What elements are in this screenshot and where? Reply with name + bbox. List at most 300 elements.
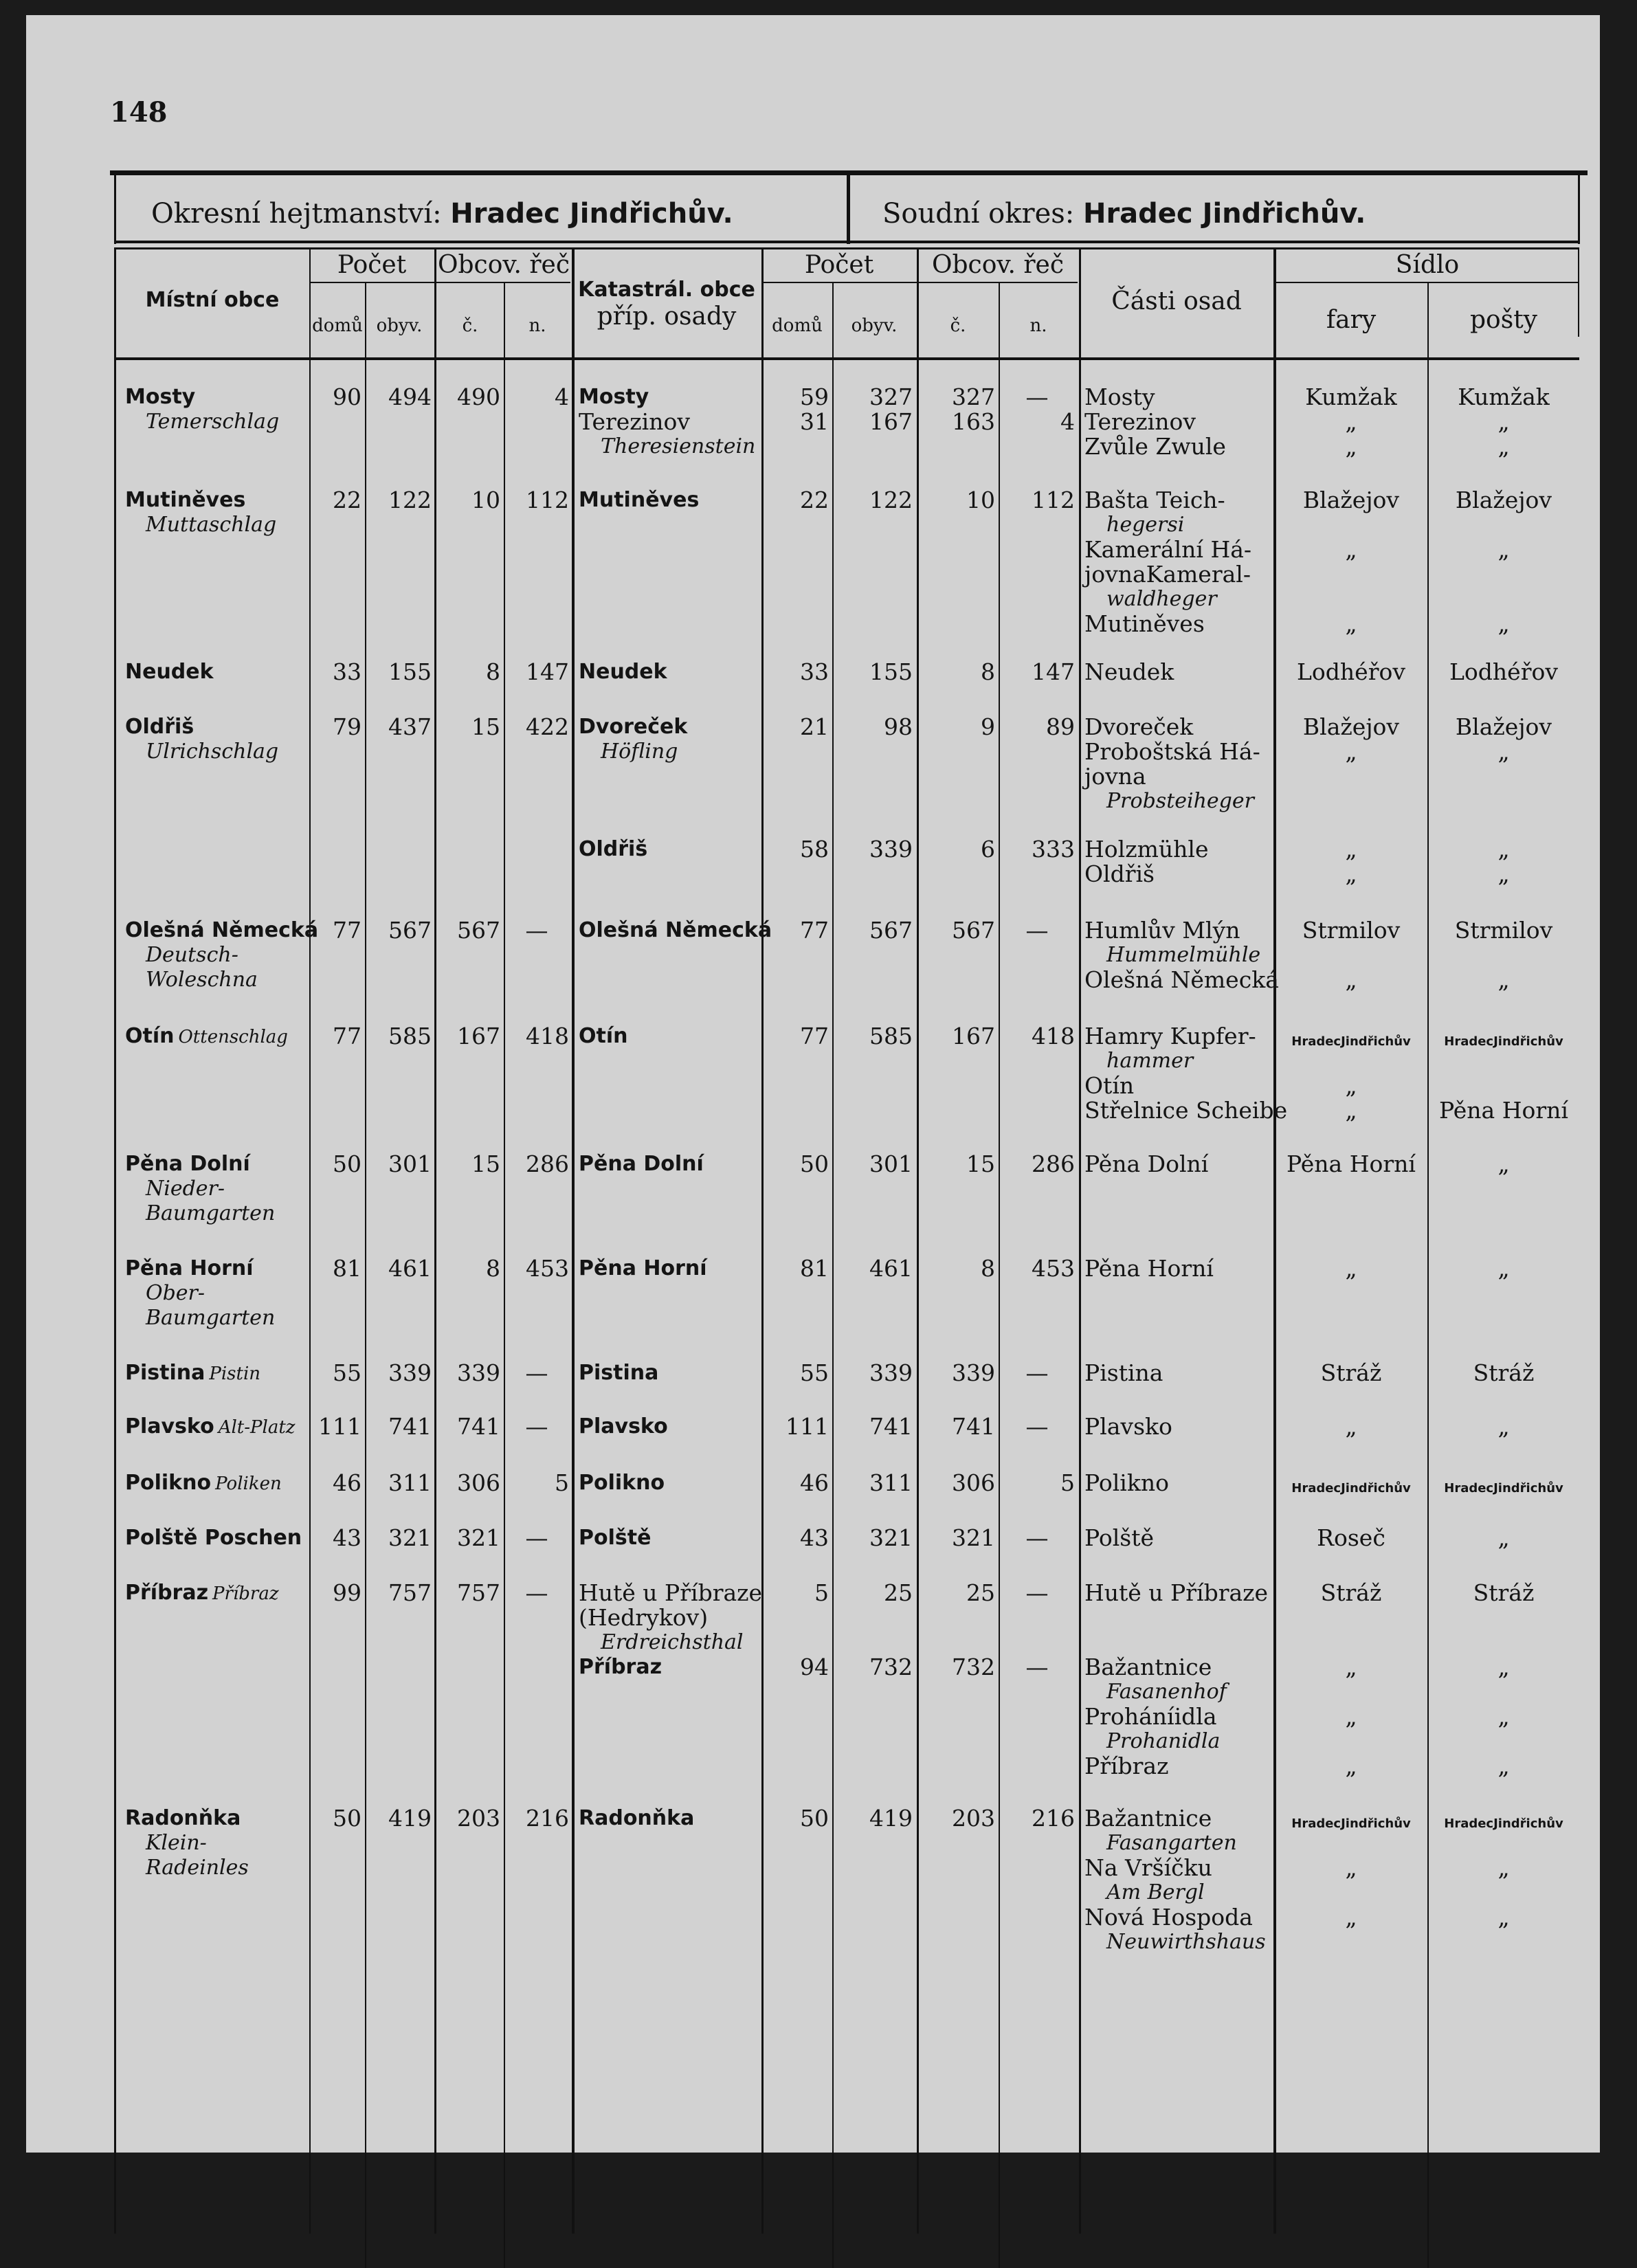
- cell-text: —: [1025, 1524, 1049, 1551]
- cell-posty: [1428, 1414, 1579, 1439]
- cell-text: 567: [457, 917, 500, 944]
- col-c-2: č.: [950, 315, 966, 336]
- cell-text: 301: [869, 1150, 913, 1177]
- cell-text: „: [1497, 1703, 1510, 1730]
- cell-o2: [833, 1024, 913, 1049]
- cell-kat: [579, 1806, 760, 1831]
- cell-text: 59: [800, 383, 829, 410]
- cell-text: „: [1497, 1150, 1510, 1177]
- cell-text: 419: [388, 1805, 432, 1832]
- cell-cast: [1084, 488, 1273, 513]
- cell-d2: [763, 385, 829, 410]
- cell-text: Blažejov: [1302, 487, 1400, 513]
- cell-text: Mutiněves: [1084, 610, 1205, 637]
- cell-posty: [1428, 537, 1579, 562]
- cell-text: 50: [800, 1150, 829, 1177]
- cell-posty: [1428, 488, 1579, 513]
- cell-text: HradecJindřichův: [1291, 1481, 1411, 1496]
- cell-name: [125, 1361, 311, 1386]
- cell-cast: [1084, 966, 1279, 993]
- cell-text: Ulrichschlag: [146, 740, 279, 764]
- cell-c1: [437, 1024, 500, 1049]
- cell-text: 155: [869, 658, 913, 685]
- cell-fary: [1276, 968, 1427, 992]
- cell-text: „: [1345, 860, 1357, 887]
- cell-name: [125, 1581, 311, 1606]
- cell-n2: [999, 488, 1075, 513]
- cell-text: Nieder-: [146, 1177, 225, 1201]
- cell-text: „: [1345, 1097, 1357, 1124]
- cell-text: 4: [555, 383, 569, 410]
- cell-text: Probsteiheger: [1106, 789, 1254, 813]
- column-rule: [434, 247, 436, 2234]
- cell-o2: [833, 1152, 913, 1177]
- cell-n2: [999, 1152, 1075, 1177]
- cell-cast: [1084, 1581, 1273, 1605]
- cell-text: 567: [952, 917, 995, 944]
- cell-fary: [1276, 1581, 1427, 1605]
- cell-text: 15: [966, 1150, 995, 1177]
- cell-text: Otín: [579, 1024, 628, 1048]
- cell-german-name: Alt-Platz: [218, 1417, 296, 1438]
- cell-name2: [146, 943, 311, 968]
- cell-name: [125, 715, 311, 740]
- cell-cast: [1084, 1704, 1273, 1729]
- cell-text: 81: [333, 1255, 361, 1282]
- cell-kat: [579, 660, 760, 685]
- cell-d1: [311, 1581, 361, 1605]
- cell-posty: [1428, 918, 1579, 943]
- cell-text: —: [1025, 1579, 1049, 1606]
- cell-n1: [504, 1526, 569, 1550]
- cell-text: 50: [800, 1805, 829, 1832]
- cell-text: 50: [333, 1150, 361, 1177]
- col-n-2: n.: [1029, 315, 1047, 336]
- cell-text: Erdreichsthal: [601, 1630, 744, 1654]
- cell-name2: [146, 1201, 311, 1226]
- cell-text: 77: [333, 917, 361, 944]
- cell-name2: [146, 740, 311, 764]
- cell-text: „: [1497, 1524, 1510, 1551]
- cell-text: „: [1497, 1904, 1510, 1931]
- cell-c1: [437, 1361, 500, 1386]
- cell-d2: [763, 1471, 829, 1496]
- cell-text: Dvoreček: [1084, 713, 1194, 740]
- cell-text: 22: [333, 487, 361, 513]
- cell-text: 311: [869, 1469, 913, 1496]
- cell-text: Kamerální Há-: [1084, 536, 1252, 563]
- cell-text: —: [525, 1524, 548, 1551]
- cell-cast: [1084, 410, 1273, 434]
- cell-name: [125, 660, 311, 685]
- cell-fary: [1276, 1152, 1427, 1177]
- cell-o1: [366, 1361, 432, 1386]
- cell-text: 98: [884, 713, 913, 740]
- cell-text: Bažantnice: [1084, 1805, 1212, 1832]
- cell-text: 89: [1046, 713, 1075, 740]
- cell-text: 327: [869, 383, 913, 410]
- cell-name: [125, 1152, 311, 1177]
- cell-c1: [437, 1806, 500, 1831]
- cell-o2: [833, 715, 913, 740]
- cell-text: Holzmühle: [1084, 836, 1209, 863]
- col-pocet-2: Počet: [804, 251, 874, 279]
- cell-fary: [1276, 1754, 1427, 1779]
- cell-text: „: [1345, 433, 1357, 460]
- cell-fary: [1276, 1526, 1427, 1550]
- cell-d1: [311, 1024, 361, 1049]
- cell-kat: [579, 1605, 760, 1630]
- col-posty: pošty: [1470, 306, 1537, 334]
- cell-text: 321: [952, 1524, 995, 1551]
- cell-c2: [918, 1414, 995, 1439]
- cell-n2: [999, 410, 1075, 434]
- cell-fary: [1276, 715, 1427, 740]
- cell-c2: [918, 1526, 995, 1550]
- cell-fary: [1276, 612, 1427, 636]
- cell-text: Mosty: [125, 385, 196, 409]
- cell-n1: [504, 715, 569, 740]
- cell-text: Polště: [579, 1526, 652, 1550]
- cell-text: 8: [486, 1255, 500, 1282]
- cell-c2: [918, 1256, 995, 1281]
- cell-text: Fasanenhof: [1106, 1680, 1227, 1704]
- col-domu-2: domů: [772, 315, 823, 336]
- cell-name2: [146, 410, 311, 434]
- cell-name: [125, 1526, 311, 1550]
- column-rule: [572, 247, 575, 2234]
- cell-text: 77: [800, 917, 829, 944]
- cell-posty: [1428, 1655, 1579, 1680]
- cell-text: 43: [800, 1524, 829, 1551]
- cell-text: 311: [388, 1469, 432, 1496]
- cell-text: Otín: [1084, 1072, 1135, 1099]
- cell-fary: [1276, 1812, 1427, 1836]
- cell-text: waldheger: [1106, 587, 1217, 611]
- cell-d2: [763, 1655, 829, 1680]
- cell-text: 50: [333, 1805, 361, 1832]
- cell-o1: [366, 1806, 432, 1831]
- cell-text: 418: [526, 1023, 569, 1049]
- cell-text: Lodhéřov: [1449, 658, 1558, 685]
- cell-name2: [146, 1281, 311, 1306]
- cell-d2: [763, 1361, 829, 1386]
- cell-text: Proháníidla: [1084, 1703, 1217, 1730]
- cell-text: 757: [457, 1579, 500, 1606]
- cell-d1: [311, 1471, 361, 1496]
- cell-posty: [1428, 715, 1579, 740]
- cell-o1: [366, 1526, 432, 1550]
- cell-posty: [1428, 410, 1579, 434]
- cell-cast: [1084, 537, 1273, 562]
- cell-text: 167: [869, 408, 913, 435]
- cell-n1: [504, 385, 569, 410]
- cell-text: „: [1345, 1854, 1357, 1881]
- cell-n2: [999, 1526, 1075, 1550]
- cell-d2: [763, 1414, 829, 1439]
- cell-n1: [504, 1806, 569, 1831]
- cell-text: Otín: [125, 1024, 175, 1048]
- cell-text: Blažejov: [1455, 713, 1552, 740]
- col-casti-osad: Části osad: [1111, 287, 1242, 315]
- cell-text: 33: [800, 658, 829, 685]
- colhead-bottom-rule: [114, 357, 1579, 360]
- court-header: [882, 198, 1366, 230]
- cell-text: Höfling: [601, 740, 678, 764]
- cell-text: „: [1345, 536, 1357, 563]
- cell-text: 167: [952, 1023, 995, 1049]
- cell-text: 327: [952, 383, 995, 410]
- cell-posty: [1428, 1030, 1579, 1054]
- cell-text: „: [1345, 836, 1357, 863]
- cell-text: HradecJindřichův: [1291, 1816, 1411, 1831]
- cell-text: Baumgarten: [146, 1306, 276, 1330]
- cell-text: 494: [388, 383, 432, 410]
- cell-posty: [1428, 660, 1579, 685]
- cell-text: HradecJindřichův: [1291, 1034, 1411, 1049]
- cell-n2: [999, 1581, 1075, 1605]
- cell-text: Pěna Horní: [1084, 1255, 1214, 1282]
- col-obyv-1: obyv.: [376, 315, 423, 336]
- column-rule: [1578, 247, 1579, 337]
- cell-posty: [1428, 862, 1579, 887]
- cell-posty: [1428, 1361, 1579, 1386]
- cell-text: —: [525, 1359, 548, 1386]
- cell-text: Humlův Mlýn: [1084, 917, 1240, 944]
- cell-o1: [366, 1024, 432, 1049]
- cell-n2: [999, 715, 1075, 740]
- cell-cast: [1084, 1856, 1273, 1880]
- cell-text: 163: [952, 408, 995, 435]
- cell-d2: [763, 1581, 829, 1605]
- cell-text: 490: [457, 383, 500, 410]
- cell-text: 321: [388, 1524, 432, 1551]
- cell-text: 55: [333, 1359, 361, 1386]
- cell-text: 122: [869, 487, 913, 513]
- cell-text: —: [1025, 1413, 1049, 1440]
- cell-d1: [311, 1806, 361, 1831]
- cell-posty: [1428, 612, 1579, 636]
- district-name: Hradec Jindřichův.: [450, 198, 733, 230]
- cell-text: Proboštská Há-: [1084, 738, 1260, 765]
- cell-posty: [1428, 968, 1579, 992]
- cell-text: Terezinov: [579, 408, 690, 435]
- cell-text: Blažejov: [1302, 713, 1400, 740]
- cell-text: „: [1345, 1072, 1357, 1099]
- cell-posty: [1428, 1256, 1579, 1281]
- cell-text: 339: [388, 1359, 432, 1386]
- cell-c1: [437, 1471, 500, 1496]
- col-obcov-1: Obcov. řeč: [437, 251, 570, 279]
- cell-text: 4: [1060, 408, 1075, 435]
- page-number: 148: [110, 96, 168, 129]
- cell-c2: [918, 1361, 995, 1386]
- cell-o1: [366, 1256, 432, 1281]
- cell-text: 31: [800, 408, 829, 435]
- cell-text: 437: [388, 713, 432, 740]
- cell-text: 567: [869, 917, 913, 944]
- cell-n2: [999, 837, 1075, 862]
- cell-text: Dvoreček: [579, 715, 688, 739]
- cell-kat: [579, 918, 772, 943]
- cell-o2: [833, 1526, 913, 1550]
- cell-c2: [918, 1806, 995, 1831]
- cell-o2: [833, 1361, 913, 1386]
- cell-n1: [504, 488, 569, 513]
- cell-o2: [833, 1256, 913, 1281]
- cell-text: 10: [966, 487, 995, 513]
- cell-kat: [579, 1655, 760, 1680]
- cell-fary: [1276, 1905, 1427, 1930]
- cell-text: Polště: [1084, 1524, 1155, 1551]
- cell-text: Pěna Horní: [125, 1256, 254, 1280]
- cell-o1: [366, 1414, 432, 1439]
- cell-text: —: [525, 1579, 548, 1606]
- cell-text: Blažejov: [1455, 487, 1552, 513]
- cell-text: Příbraz: [579, 1655, 662, 1679]
- cell-text: „: [1497, 536, 1510, 563]
- cell-text: „: [1497, 1753, 1510, 1779]
- cell-text: 461: [869, 1255, 913, 1282]
- cell-text: Neudek: [125, 660, 214, 684]
- cell-text: Woleschna: [146, 968, 258, 992]
- cell-posty: [1428, 740, 1579, 764]
- cell-n1: [504, 1414, 569, 1439]
- col-mistni-obce: Místní obce: [145, 288, 280, 312]
- cell-c1: [437, 1256, 500, 1281]
- cell-fary: [1276, 385, 1427, 410]
- cell-text: 79: [333, 713, 361, 740]
- cell-d2: [763, 1152, 829, 1177]
- cell-german-name: Pistin: [209, 1364, 261, 1384]
- cell-text: 461: [388, 1255, 432, 1282]
- cell-cast: [1084, 837, 1273, 862]
- cell-text: Polikno: [579, 1471, 665, 1495]
- cell-c1: [437, 488, 500, 513]
- cell-c2: [918, 918, 995, 943]
- cell-name: [125, 1256, 311, 1281]
- cell-text: 321: [457, 1524, 500, 1551]
- col-fary: fary: [1326, 306, 1377, 334]
- cell-n2: [999, 1655, 1075, 1680]
- cell-text: Pěna Horní: [579, 1256, 707, 1280]
- col-obyv-2: obyv.: [851, 315, 898, 336]
- cell-text: 741: [388, 1413, 432, 1440]
- cell-text: Radonňka: [125, 1806, 241, 1830]
- cell-fary: [1276, 1704, 1427, 1729]
- cell-d2: [763, 837, 829, 862]
- cell-n2: [999, 1361, 1075, 1386]
- cell-c2: [918, 1471, 995, 1496]
- cell-n1: [504, 1024, 569, 1049]
- cell-text: 15: [471, 713, 500, 740]
- cell-fary: [1276, 434, 1427, 459]
- cell-text: „: [1497, 836, 1510, 863]
- cell-german-name: Příbraz: [212, 1583, 279, 1604]
- cell-cast: [1084, 918, 1273, 943]
- cell-text: „: [1497, 408, 1510, 435]
- cell-kat: [579, 1471, 760, 1496]
- cell-text: Terezinov: [1084, 408, 1196, 435]
- cell-d2: [763, 488, 829, 513]
- cell-name: [125, 1414, 311, 1440]
- cell-text: Polikno: [1084, 1469, 1169, 1496]
- cell-o2: [833, 660, 913, 685]
- cell-o1: [366, 660, 432, 685]
- cell-c2: [918, 660, 995, 685]
- col-katastral-2: příp. osady: [597, 302, 737, 331]
- cell-text: Na Vršíčku: [1084, 1854, 1212, 1881]
- cell-text: —: [525, 917, 548, 944]
- cell-c2: [918, 1024, 995, 1049]
- cell-text: 339: [457, 1359, 500, 1386]
- cell-text: 9: [981, 713, 995, 740]
- cell-text: Plavsko: [125, 1414, 214, 1438]
- header-bottom-rule: [114, 241, 1579, 243]
- cell-text: Baumgarten: [146, 1201, 276, 1225]
- cell-text: „: [1345, 966, 1357, 993]
- cell-text: Fasangarten: [1106, 1831, 1237, 1855]
- cell-posty: [1428, 1812, 1579, 1836]
- cell-text: „: [1497, 1654, 1510, 1680]
- cell-cast: [1084, 1905, 1273, 1930]
- cell-kat: [579, 1361, 760, 1386]
- cell-fary: [1276, 918, 1427, 943]
- cell-text: 216: [1032, 1805, 1075, 1832]
- col-sidlo: Sídlo: [1395, 251, 1460, 279]
- cell-text: „: [1345, 610, 1357, 637]
- cell-text: 167: [457, 1023, 500, 1049]
- cell-o2: [833, 410, 913, 434]
- cell-text: „: [1497, 1413, 1510, 1440]
- cell-text: Ober-: [146, 1281, 205, 1305]
- cell-kat: [579, 837, 760, 862]
- cell-text: Radeinles: [146, 1856, 249, 1880]
- cell-text: Mosty: [1084, 383, 1155, 410]
- cell-d1: [311, 715, 361, 740]
- cell-d2: [763, 410, 829, 434]
- cell-c2: [918, 715, 995, 740]
- cell-d1: [311, 918, 361, 943]
- cell-n2: [999, 918, 1075, 943]
- cell-cast2: [1106, 1049, 1273, 1074]
- cell-text: Bažantnice: [1084, 1654, 1212, 1680]
- cell-text: 46: [800, 1469, 829, 1496]
- cell-fary: [1276, 1414, 1427, 1439]
- cell-text: Stráž: [1320, 1579, 1382, 1606]
- cell-kat: [579, 1526, 760, 1550]
- cell-c1: [437, 918, 500, 943]
- cell-d1: [311, 488, 361, 513]
- cell-cast2: [1106, 1930, 1273, 1955]
- cell-text: Polikno: [125, 1471, 212, 1495]
- cell-fary: [1276, 1361, 1427, 1386]
- cell-o2: [833, 1581, 913, 1605]
- cell-text: —: [525, 1413, 548, 1440]
- cell-d1: [311, 1414, 361, 1439]
- cell-cast2: [1106, 1831, 1273, 1856]
- cell-text: 339: [952, 1359, 995, 1386]
- cell-o1: [366, 1581, 432, 1605]
- cell-text: 111: [786, 1413, 829, 1440]
- cell-text: 77: [333, 1023, 361, 1049]
- colhead-top-rule: [114, 247, 1579, 249]
- cell-text: Lodhéřov: [1297, 658, 1405, 685]
- cell-cast2: [1106, 587, 1273, 612]
- cell-fary: [1276, 1476, 1427, 1501]
- cell-o1: [366, 1152, 432, 1177]
- cell-text: Neudek: [1084, 658, 1174, 685]
